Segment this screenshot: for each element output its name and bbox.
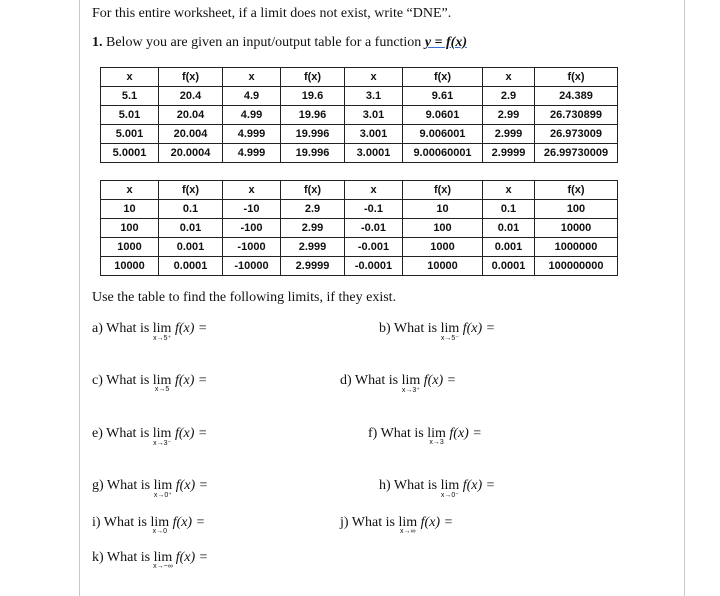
table-cell: 5.1 bbox=[101, 87, 159, 106]
table-cell: 2.99 bbox=[281, 219, 345, 238]
limit-subscript: x→3 bbox=[429, 439, 444, 446]
table-cell: 100000000 bbox=[535, 257, 618, 276]
question-b bbox=[379, 321, 496, 342]
question-a bbox=[92, 321, 208, 342]
lim-text: lim bbox=[153, 550, 173, 565]
table-header-row bbox=[101, 68, 618, 87]
table-cell: 2.9999 bbox=[281, 257, 345, 276]
table-row bbox=[101, 200, 618, 219]
question-d bbox=[340, 373, 457, 394]
question-j-expr: f(x) = bbox=[420, 515, 454, 530]
table-header-cell: f(x) bbox=[403, 68, 483, 87]
question-f-expr: f(x) = bbox=[449, 426, 482, 441]
limit-subscript: x→∞ bbox=[400, 528, 416, 535]
table-row bbox=[101, 106, 618, 125]
question-g-expr: f(x) = bbox=[175, 478, 209, 493]
question-e bbox=[92, 426, 208, 447]
table-cell: -10000 bbox=[223, 257, 281, 276]
lim-text: lim bbox=[150, 515, 170, 530]
table-cell: 100 bbox=[101, 219, 159, 238]
question-1-text: Below you are given an input/output table for a function bbox=[106, 35, 422, 50]
question-f bbox=[368, 426, 482, 446]
table-cell: 26.99730009 bbox=[535, 144, 618, 163]
table-header-cell: f(x) bbox=[281, 68, 345, 87]
table-cell: 100 bbox=[403, 219, 483, 238]
question-k bbox=[92, 550, 209, 570]
question-c-expr: f(x) = bbox=[174, 373, 208, 388]
table-cell: 0.01 bbox=[159, 219, 223, 238]
question-g-prefix: g) What is bbox=[92, 478, 151, 493]
limit-subscript: x→0⁻ bbox=[440, 492, 459, 499]
table-row bbox=[101, 257, 618, 276]
function-label: y = f(x) bbox=[424, 35, 467, 50]
table-cell: 10000 bbox=[403, 257, 483, 276]
table-cell: 10 bbox=[101, 200, 159, 219]
limit-subscript: x→0 bbox=[152, 528, 167, 535]
table-row bbox=[101, 219, 618, 238]
limit-subscript: x→3⁻ bbox=[153, 440, 172, 447]
lim-text: lim bbox=[427, 426, 446, 441]
table-header-cell: x bbox=[345, 181, 403, 200]
table-infinity-values bbox=[100, 180, 618, 276]
table-header-cell: x bbox=[101, 181, 159, 200]
table-cell: 19.6 bbox=[281, 87, 345, 106]
table-cell: 20.4 bbox=[159, 87, 223, 106]
table-cell: -0.01 bbox=[345, 219, 403, 238]
question-d-expr: f(x) = bbox=[423, 373, 457, 388]
question-h bbox=[379, 478, 496, 499]
limit-notation bbox=[427, 426, 446, 446]
lim-text: lim bbox=[152, 373, 172, 388]
table-cell: 2.999 bbox=[281, 238, 345, 257]
table-cell: 19.996 bbox=[281, 125, 345, 144]
table-cell: 0.0001 bbox=[483, 257, 535, 276]
question-number: 1. bbox=[92, 35, 103, 50]
question-j-prefix: j) What is bbox=[340, 515, 395, 530]
question-f-prefix: f) What is bbox=[368, 426, 424, 441]
limit-notation bbox=[152, 373, 172, 393]
table-cell: 1000 bbox=[101, 238, 159, 257]
page-margin-left bbox=[79, 0, 80, 596]
table-header-cell: f(x) bbox=[403, 181, 483, 200]
table-header-cell: f(x) bbox=[535, 181, 618, 200]
table-near-values bbox=[100, 67, 618, 163]
table-cell: 4.99 bbox=[223, 106, 281, 125]
limit-notation bbox=[152, 426, 172, 447]
question-k-expr: f(x) = bbox=[175, 550, 209, 565]
lim-text: lim bbox=[398, 515, 418, 530]
question-h-prefix: h) What is bbox=[379, 478, 438, 493]
table-cell: 100 bbox=[535, 200, 618, 219]
question-1-header bbox=[92, 35, 467, 51]
table-cell: 26.973009 bbox=[535, 125, 618, 144]
table-cell: 24.389 bbox=[535, 87, 618, 106]
table-cell: 1000000 bbox=[535, 238, 618, 257]
lim-text: lim bbox=[440, 321, 460, 336]
limit-notation bbox=[440, 478, 460, 499]
table-header-cell: f(x) bbox=[159, 68, 223, 87]
table-header-cell: x bbox=[223, 68, 281, 87]
limit-notation bbox=[150, 515, 170, 535]
table-cell: 3.01 bbox=[345, 106, 403, 125]
table-header-row bbox=[101, 181, 618, 200]
table-cell: 9.61 bbox=[403, 87, 483, 106]
table-cell: 5.01 bbox=[101, 106, 159, 125]
question-a-prefix: a) What is bbox=[92, 321, 150, 336]
limit-notation bbox=[398, 515, 418, 535]
table-cell: 3.1 bbox=[345, 87, 403, 106]
table-cell: 4.999 bbox=[223, 144, 281, 163]
table-cell: 0.001 bbox=[159, 238, 223, 257]
limit-notation bbox=[152, 321, 172, 342]
instruction-text: Use the table to find the following limits, if they exist. bbox=[92, 290, 397, 305]
table-cell: 2.9 bbox=[281, 200, 345, 219]
limit-subscript: x→0⁺ bbox=[153, 492, 172, 499]
table-cell: 0.0001 bbox=[159, 257, 223, 276]
table-header-cell: f(x) bbox=[535, 68, 618, 87]
table-row bbox=[101, 87, 618, 106]
limit-subscript: x→5⁻ bbox=[440, 335, 459, 342]
table-cell: 3.001 bbox=[345, 125, 403, 144]
table-cell: -10 bbox=[223, 200, 281, 219]
table-cell: 5.001 bbox=[101, 125, 159, 144]
table-cell: -100 bbox=[223, 219, 281, 238]
question-j bbox=[340, 515, 454, 535]
table-cell: -0.0001 bbox=[345, 257, 403, 276]
table-cell: -1000 bbox=[223, 238, 281, 257]
lim-text: lim bbox=[152, 321, 172, 336]
question-e-expr: f(x) = bbox=[174, 426, 208, 441]
limit-subscript: x→5 bbox=[154, 386, 170, 393]
table-cell: 5.0001 bbox=[101, 144, 159, 163]
table-cell: 20.0004 bbox=[159, 144, 223, 163]
table-cell: 10 bbox=[403, 200, 483, 219]
question-b-expr: f(x) = bbox=[462, 321, 496, 336]
table-cell: 9.006001 bbox=[403, 125, 483, 144]
table-header-cell: x bbox=[101, 68, 159, 87]
table-header-cell: f(x) bbox=[281, 181, 345, 200]
question-b-prefix: b) What is bbox=[379, 321, 438, 336]
limit-notation bbox=[440, 321, 460, 342]
question-c bbox=[92, 373, 208, 393]
question-k-prefix: k) What is bbox=[92, 550, 151, 565]
table-cell: 0.001 bbox=[483, 238, 535, 257]
table-cell: 9.0601 bbox=[403, 106, 483, 125]
lim-text: lim bbox=[152, 426, 172, 441]
limit-subscript: x→5⁺ bbox=[153, 335, 172, 342]
table-cell: 2.999 bbox=[483, 125, 535, 144]
table-cell: 26.730899 bbox=[535, 106, 618, 125]
table-cell: 9.00060001 bbox=[403, 144, 483, 163]
limit-notation bbox=[153, 478, 173, 499]
limit-notation bbox=[401, 373, 421, 394]
table-cell: 4.999 bbox=[223, 125, 281, 144]
table-cell: 19.96 bbox=[281, 106, 345, 125]
table-cell: 2.99 bbox=[483, 106, 535, 125]
page-margin-right bbox=[684, 0, 685, 596]
table-cell: 20.04 bbox=[159, 106, 223, 125]
limit-subscript: x→−∞ bbox=[153, 563, 173, 570]
table-row bbox=[101, 238, 618, 257]
table-cell: 2.9 bbox=[483, 87, 535, 106]
table-header-cell: f(x) bbox=[159, 181, 223, 200]
question-h-expr: f(x) = bbox=[462, 478, 496, 493]
question-d-prefix: d) What is bbox=[340, 373, 399, 388]
table-cell: 10000 bbox=[535, 219, 618, 238]
table-cell: 0.1 bbox=[159, 200, 223, 219]
table-cell: 20.004 bbox=[159, 125, 223, 144]
question-g bbox=[92, 478, 209, 499]
question-i-prefix: i) What is bbox=[92, 515, 147, 530]
limit-notation bbox=[153, 550, 173, 570]
table-row bbox=[101, 125, 618, 144]
limit-subscript: x→3⁺ bbox=[401, 387, 420, 394]
table-cell: -0.1 bbox=[345, 200, 403, 219]
table-cell: 3.0001 bbox=[345, 144, 403, 163]
lim-text: lim bbox=[153, 478, 173, 493]
table-row bbox=[101, 144, 618, 163]
question-e-prefix: e) What is bbox=[92, 426, 150, 441]
question-c-prefix: c) What is bbox=[92, 373, 150, 388]
table-cell: 1000 bbox=[403, 238, 483, 257]
intro-text: For this entire worksheet, if a limit does not exist, write “DNE”. bbox=[92, 6, 452, 21]
table-cell: 2.9999 bbox=[483, 144, 535, 163]
table-cell: 19.996 bbox=[281, 144, 345, 163]
table-header-cell: x bbox=[223, 181, 281, 200]
table-header-cell: x bbox=[345, 68, 403, 87]
table-cell: -0.001 bbox=[345, 238, 403, 257]
table-cell: 4.9 bbox=[223, 87, 281, 106]
question-i-expr: f(x) = bbox=[172, 515, 206, 530]
table-cell: 10000 bbox=[101, 257, 159, 276]
lim-text: lim bbox=[440, 478, 460, 493]
table-header-cell: x bbox=[483, 181, 535, 200]
table-cell: 0.01 bbox=[483, 219, 535, 238]
question-i bbox=[92, 515, 206, 535]
table-header-cell: x bbox=[483, 68, 535, 87]
lim-text: lim bbox=[401, 373, 421, 388]
question-a-expr: f(x) = bbox=[174, 321, 208, 336]
table-cell: 0.1 bbox=[483, 200, 535, 219]
